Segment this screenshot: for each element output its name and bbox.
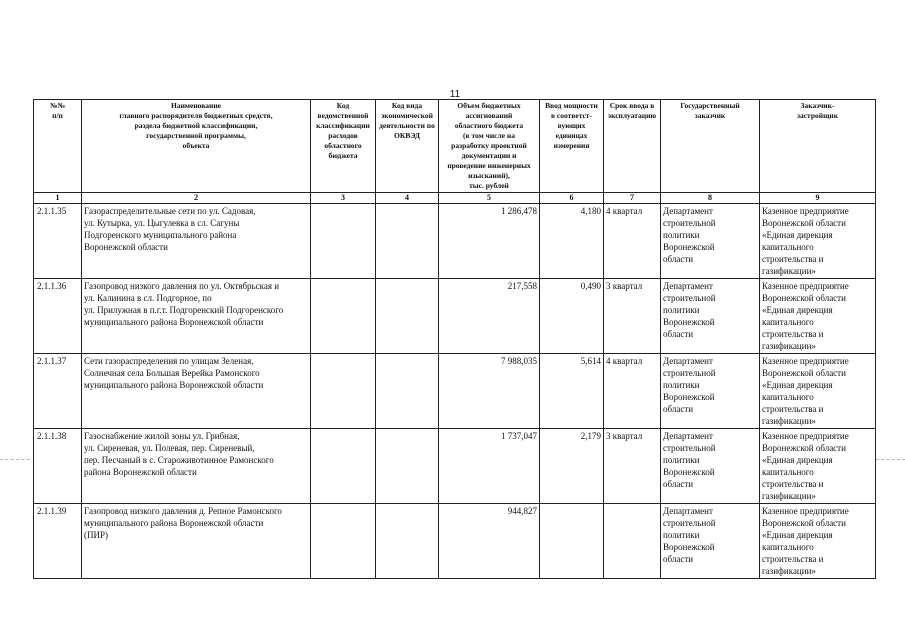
object-name-cell: Газоснабжение жилой зоны ул. Грибная, ул. Сиреневая, ул. Полевая, пер. Сиреневый, пер. Песчаный в с. Староживотинное Рамонского района Воронежской области <box>82 429 311 504</box>
commissioning-term-cell: 3 квартал <box>604 429 661 504</box>
developer-cell: Казенное предприятие Воронежской области «Единая дирекция капитального строительства и газификации» <box>760 354 876 429</box>
row-index-cell: 2.1.1.38 <box>34 429 82 504</box>
column-number-cell: 3 <box>311 193 376 204</box>
developer-cell: Казенное предприятие Воронежской области «Единая дирекция капитального строительства и газификации» <box>760 279 876 354</box>
column-number-cell: 5 <box>439 193 540 204</box>
investment-objects-table <box>33 99 876 579</box>
table-row <box>34 204 876 279</box>
capacity-cell: 5,614 <box>540 354 604 429</box>
budget-amount-cell: 1 737,047 <box>439 429 540 504</box>
row-index-cell: 2.1.1.36 <box>34 279 82 354</box>
header-cell: Код вида экономической деятельности по ОКВЭД <box>376 100 439 193</box>
object-name-cell: Газопровод низкого давления д. Репное Рамонского муниципального района Воронежской области (ПИР) <box>82 504 311 579</box>
state-customer-cell: Департамент строительной политики Воронежской области <box>661 504 760 579</box>
column-number-cell: 8 <box>661 193 760 204</box>
header-cell: №№ п/п <box>34 100 82 193</box>
state-customer-cell: Департамент строительной политики Воронежской области <box>661 279 760 354</box>
capacity-cell: 2,179 <box>540 429 604 504</box>
okved-code-cell <box>376 504 439 579</box>
header-cell: Наименование главного распорядителя бюджетных средств, раздела бюджетной классификации, государственной программы, объекта <box>82 100 311 193</box>
header-cell: Государственный заказчик <box>661 100 760 193</box>
table-row <box>34 504 876 579</box>
column-number-row <box>34 193 876 204</box>
developer-cell: Казенное предприятие Воронежской области «Единая дирекция капитального строительства и газификации» <box>760 429 876 504</box>
table-row <box>34 279 876 354</box>
budget-code-cell <box>311 504 376 579</box>
okved-code-cell <box>376 429 439 504</box>
budget-amount-cell: 944,827 <box>439 504 540 579</box>
budget-code-cell <box>311 279 376 354</box>
budget-amount-cell: 7 988,035 <box>439 354 540 429</box>
object-name-cell: Газораспределительные сети по ул. Садовая, ул. Кутырка, ул. Цыгулевка в сл. Сагуны Подгоренского муниципального района Воронежской области <box>82 204 311 279</box>
header-cell: Ввод мощности в соответст- вующих единицах измерения <box>540 100 604 193</box>
row-index-cell: 2.1.1.37 <box>34 354 82 429</box>
table-row <box>34 429 876 504</box>
commissioning-term-cell: 4 квартал <box>604 204 661 279</box>
developer-cell: Казенное предприятие Воронежской области «Единая дирекция капитального строительства и газификации» <box>760 204 876 279</box>
table-body <box>34 204 876 579</box>
table-row <box>34 354 876 429</box>
row-index-cell: 2.1.1.35 <box>34 204 82 279</box>
capacity-cell: 0,490 <box>540 279 604 354</box>
column-number-cell: 1 <box>34 193 82 204</box>
commissioning-term-cell: 3 квартал <box>604 279 661 354</box>
column-number-cell: 2 <box>82 193 311 204</box>
header-cell: Срок ввода в эксплуатацию <box>604 100 661 193</box>
column-number-cell: 9 <box>760 193 876 204</box>
margin-rule-right <box>876 459 905 460</box>
budget-code-cell <box>311 354 376 429</box>
capacity-cell: 4,180 <box>540 204 604 279</box>
okved-code-cell <box>376 279 439 354</box>
row-index-cell: 2.1.1.39 <box>34 504 82 579</box>
commissioning-term-cell <box>604 504 661 579</box>
state-customer-cell: Департамент строительной политики Воронежской области <box>661 204 760 279</box>
budget-amount-cell: 217,558 <box>439 279 540 354</box>
table-header-row <box>34 100 876 193</box>
page-number: 11 <box>449 89 461 100</box>
column-number-cell: 6 <box>540 193 604 204</box>
margin-rule-left <box>0 459 30 460</box>
developer-cell: Казенное предприятие Воронежской области «Единая дирекция капитального строительства и газификации» <box>760 504 876 579</box>
header-cell: Код ведомственной классификации расходов областного бюджета <box>311 100 376 193</box>
column-number-cell: 7 <box>604 193 661 204</box>
header-cell: Объем бюджетных ассигнований областного бюджета (в том числе на разработку проектной документации и проведение инженерных изысканий), тыс. рублей <box>439 100 540 193</box>
budget-code-cell <box>311 204 376 279</box>
okved-code-cell <box>376 354 439 429</box>
header-cell: Заказчик- застройщик <box>760 100 876 193</box>
state-customer-cell: Департамент строительной политики Воронежской области <box>661 354 760 429</box>
object-name-cell: Сети газораспределения по улицам Зеленая, Солнечная села Большая Верейка Рамонского муниципального района Воронежской области <box>82 354 311 429</box>
commissioning-term-cell: 4 квартал <box>604 354 661 429</box>
state-customer-cell: Департамент строительной политики Воронежской области <box>661 429 760 504</box>
okved-code-cell <box>376 204 439 279</box>
budget-code-cell <box>311 429 376 504</box>
object-name-cell: Газопровод низкого давления по ул. Октябрьская и ул. Калинина в сл. Подгорное, по ул. Прилужная в п.г.т. Подгоренский Подгоренского муниципального района Воронежской области <box>82 279 311 354</box>
capacity-cell <box>540 504 604 579</box>
budget-amount-cell: 1 286,478 <box>439 204 540 279</box>
column-number-cell: 4 <box>376 193 439 204</box>
